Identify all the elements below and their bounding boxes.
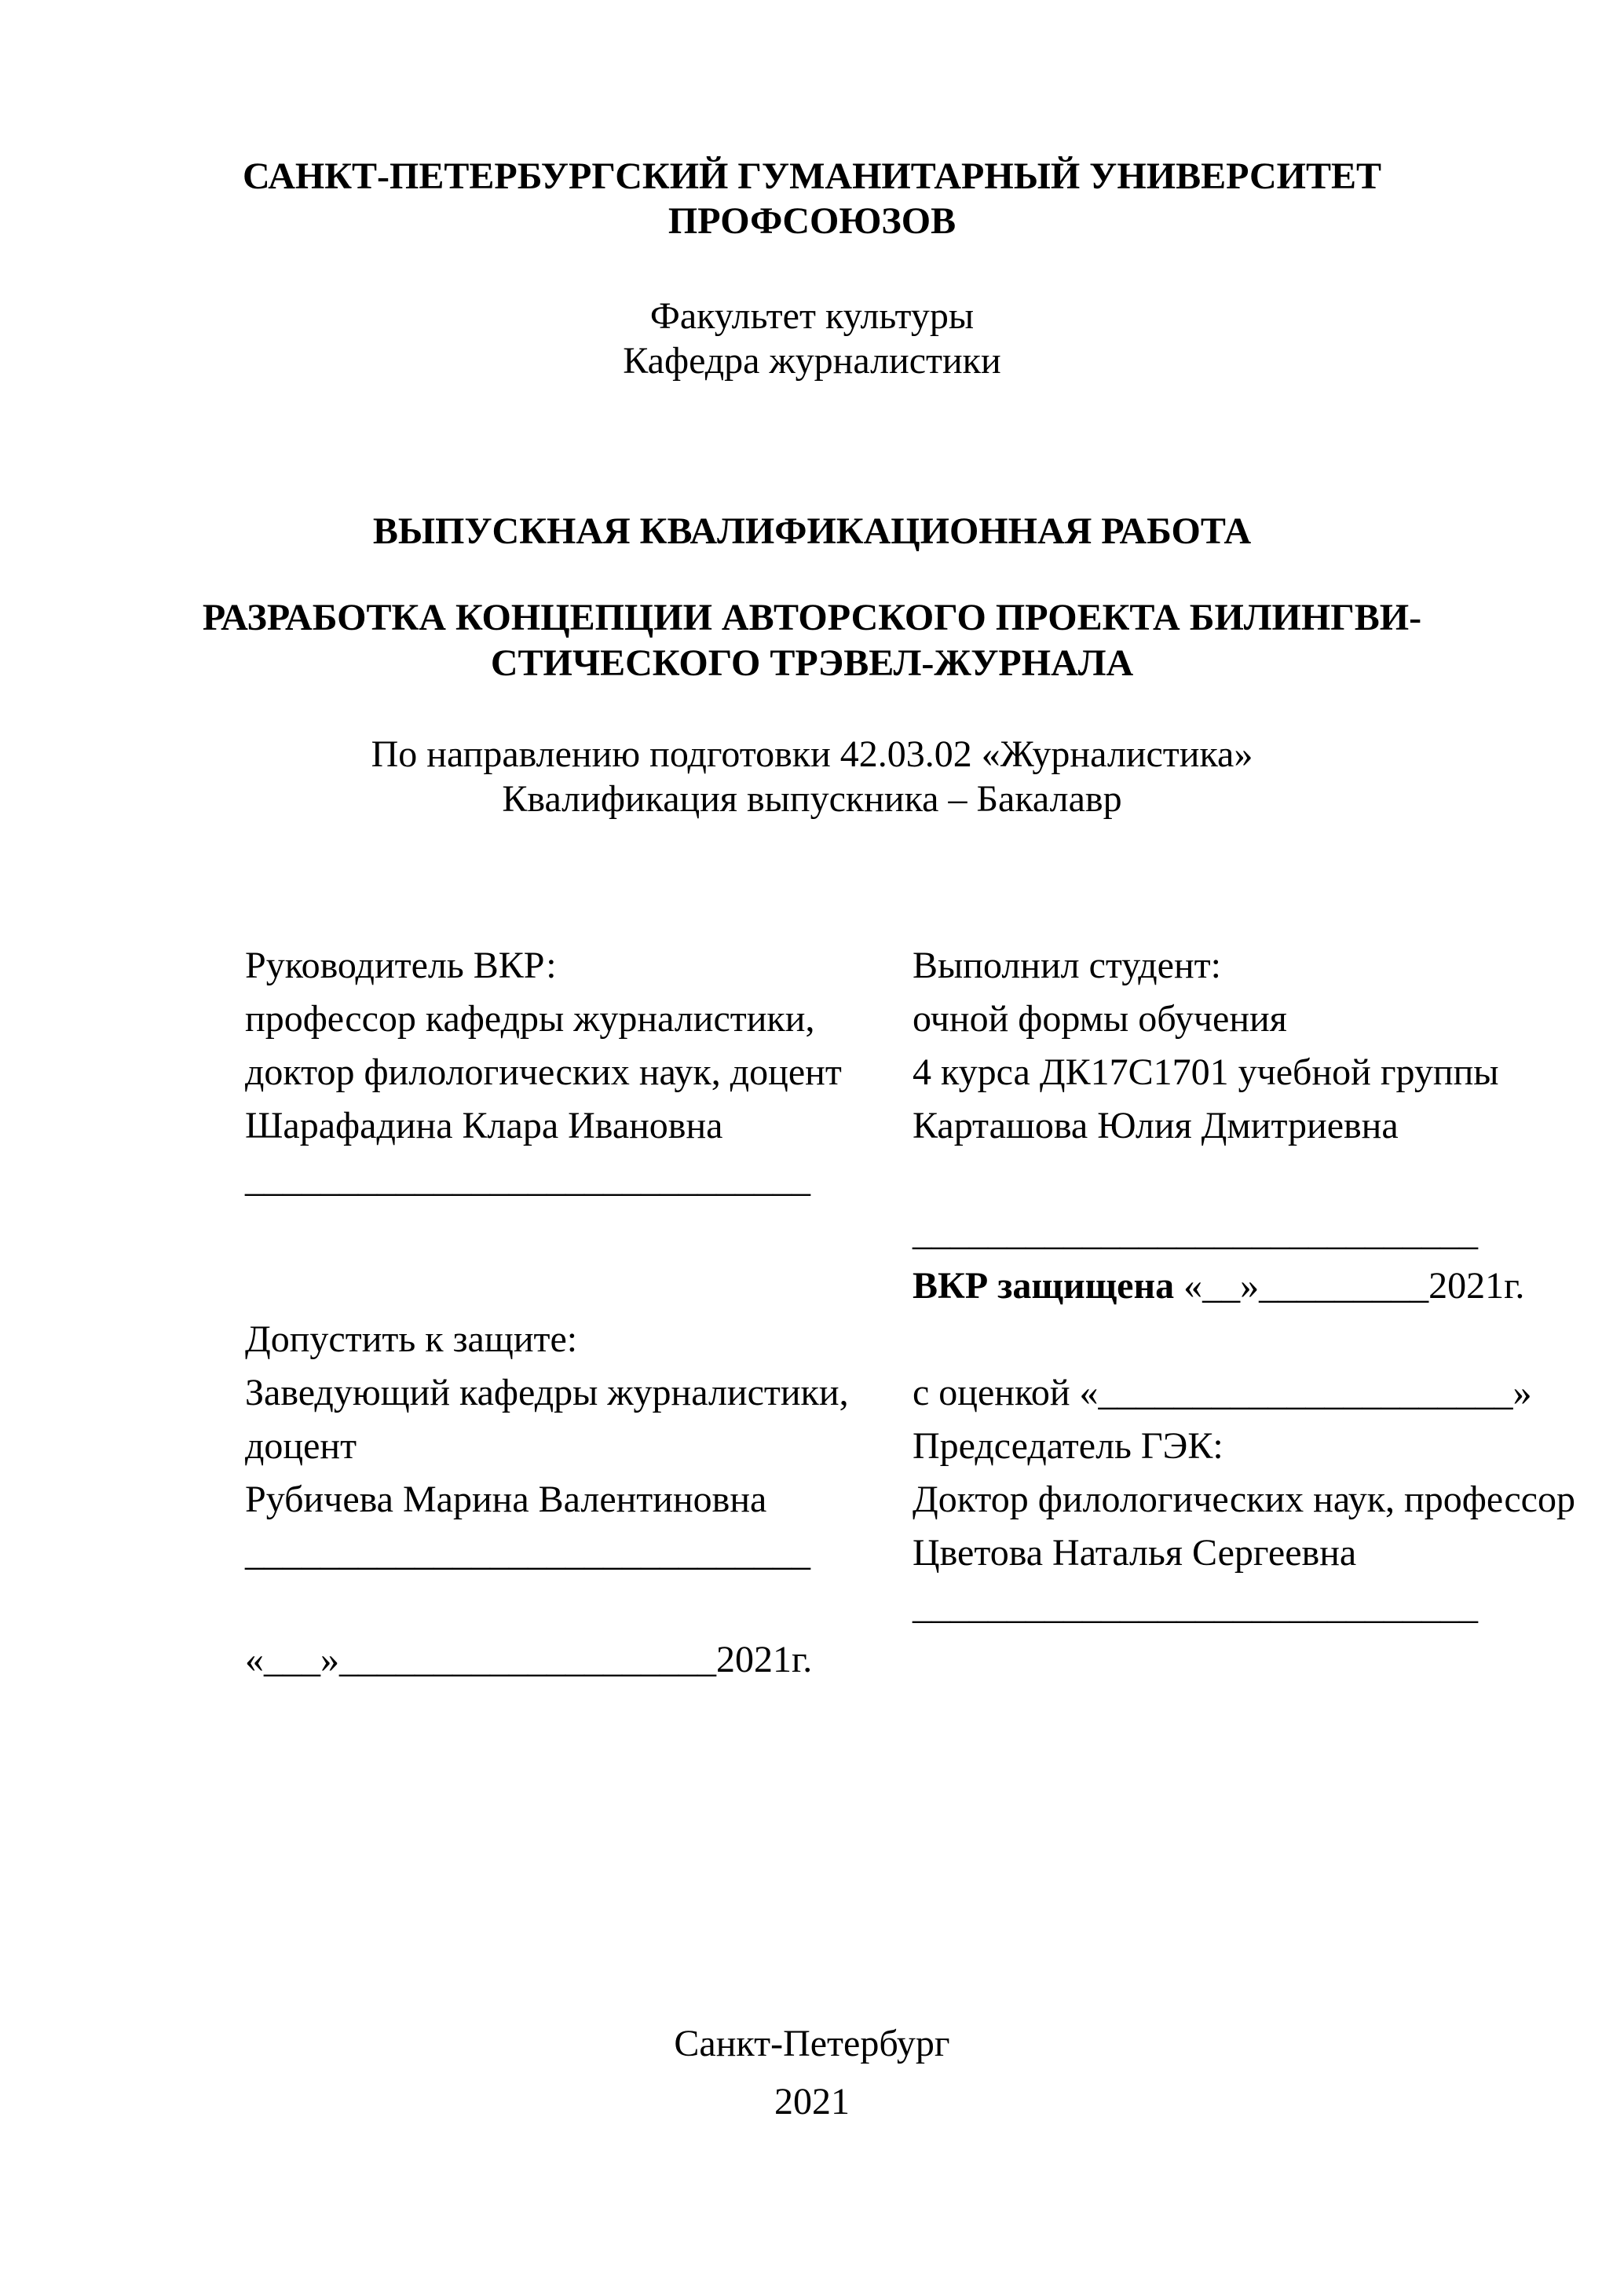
student-signature-line: ______________________________ <box>913 1212 1478 1253</box>
student-name: Карташова Юлия Дмитриевна <box>913 1105 1399 1146</box>
university-header <box>0 154 1624 243</box>
head-of-department-rank: доцент <box>245 1425 357 1467</box>
direction-block <box>0 732 1624 821</box>
university-name-line1: САНКТ-ПЕТЕРБУРГСКИЙ ГУМАНИТАРНЫЙ УНИВЕРСИТЕТ <box>242 155 1382 197</box>
student-column <box>913 939 1575 1687</box>
faculty-department-block <box>0 294 1624 383</box>
supervisor-heading: Руководитель ВКР: <box>245 945 557 986</box>
gek-chair-name: Цветова Наталья Сергеевна <box>913 1532 1357 1574</box>
vkr-defended-line <box>913 1260 1564 1313</box>
qualification-line: Квалификация выпускника – Бакалавр <box>502 778 1122 820</box>
spacer-line <box>245 1580 905 1633</box>
thesis-title <box>0 595 1624 686</box>
footer-year: 2021 <box>774 2081 850 2122</box>
supervisor-degree: доктор филологических наук, доцент <box>245 1051 842 1093</box>
head-signature-line: ______________________________ <box>245 1532 810 1574</box>
direction-line: По направлению подготовки 42.03.02 «Журналистика» <box>371 733 1253 775</box>
spacer-line <box>245 1260 905 1313</box>
gek-chair-signature-line: ______________________________ <box>913 1585 1478 1627</box>
student-group: 4 курса ДК17С1701 учебной группы <box>913 1051 1499 1093</box>
signature-columns <box>245 939 1575 1687</box>
head-of-department-title: Заведующий кафедры журналистики, <box>245 1372 849 1413</box>
university-name-line2: ПРОФСОЮЗОВ <box>668 200 956 242</box>
footer-block <box>0 2015 1624 2131</box>
vkr-defended-date-blank: «__»_________2021г. <box>1174 1265 1525 1307</box>
supervisor-name: Шарафадина Клара Ивановна <box>245 1105 723 1146</box>
admit-date-line: «___»____________________2021г. <box>245 1639 813 1680</box>
supervisor-signature-line: ______________________________ <box>245 1158 810 1200</box>
gek-chair-degree: Доктор филологических наук, профессор <box>913 1479 1575 1520</box>
admit-heading: Допустить к защите: <box>245 1318 578 1360</box>
spacer-line <box>913 1313 1564 1366</box>
vkr-defended-label: ВКР защищена <box>913 1265 1175 1307</box>
work-type-heading: ВЫПУСКНАЯ КВАЛИФИКАЦИОННАЯ РАБОТА <box>372 510 1252 552</box>
spacer-line <box>913 1153 1564 1206</box>
footer-city: Санкт-Петербург <box>674 2023 950 2064</box>
thesis-title-line2: СТИЧЕСКОГО ТРЭВЕЛ-ЖУРНАЛА <box>490 642 1134 684</box>
supervisor-position: профессор кафедры журналистики, <box>245 998 815 1040</box>
grade-line: с оценкой «______________________» <box>913 1372 1532 1413</box>
thesis-title-line1: РАЗРАБОТКА КОНЦЕПЦИИ АВТОРСКОГО ПРОЕКТА БИЛИНГВИ- <box>202 597 1422 638</box>
faculty-name: Факультет культуры <box>649 295 975 337</box>
department-name: Кафедра журналистики <box>623 340 1001 382</box>
supervisor-column <box>245 939 905 1687</box>
gek-chair-heading: Председатель ГЭК: <box>913 1425 1223 1467</box>
student-study-form: очной формы обучения <box>913 998 1287 1040</box>
spacer-line <box>245 1206 905 1260</box>
head-of-department-name: Рубичева Марина Валентиновна <box>245 1479 767 1520</box>
student-heading: Выполнил студент: <box>913 945 1221 986</box>
